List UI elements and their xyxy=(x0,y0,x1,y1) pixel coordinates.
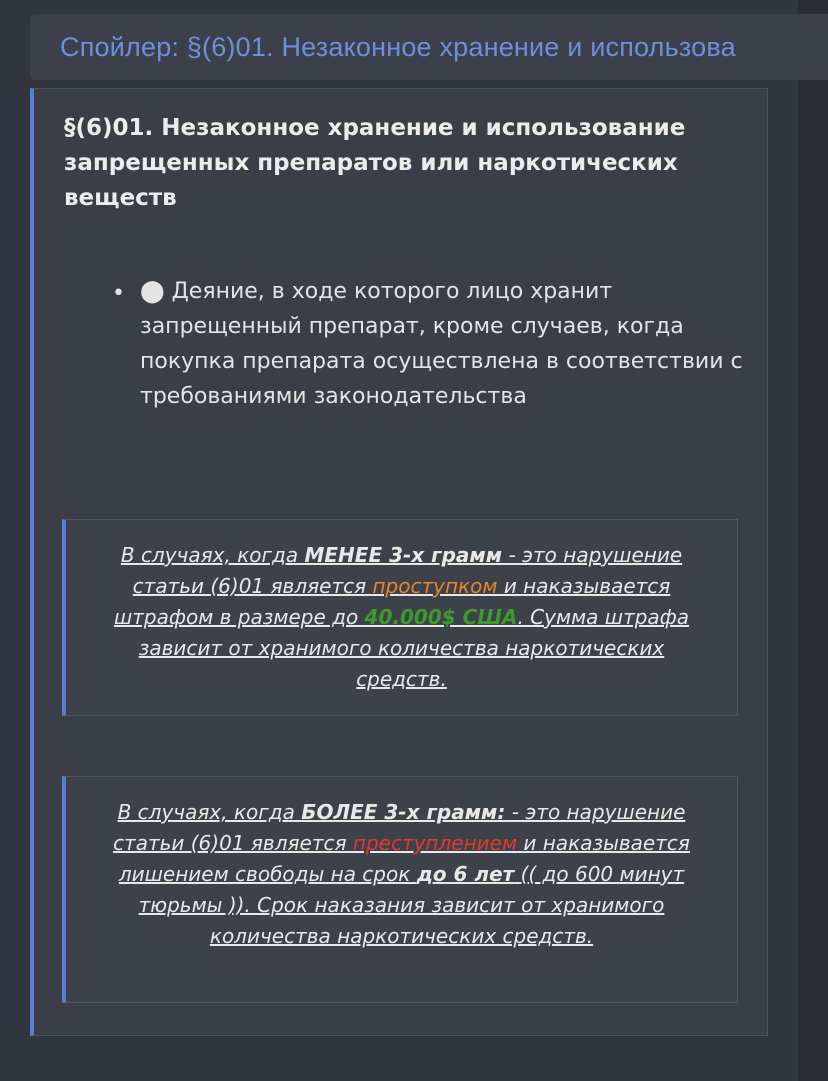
quote-text xyxy=(92,540,711,695)
quote-part: - это нарушение статьи (6)01 является xyxy=(113,800,686,855)
quote-text xyxy=(92,797,711,952)
quote-part: - это нарушение статьи (6)01 является xyxy=(132,543,683,598)
quote-part: В случаях, когда xyxy=(117,800,302,824)
fine-amount: 40.000$ США xyxy=(364,605,518,629)
bullet-marker: • xyxy=(112,281,125,306)
article-title: §(6)01. Незаконное хранение и использование запрещенных препаратов или наркотических веществ xyxy=(64,115,686,211)
prison-term: до 6 лет xyxy=(416,862,515,886)
quote-part: и наказывается штрафом в размере до xyxy=(113,574,671,629)
spoiler-title[interactable]: Спойлер: §(6)01. Незаконное хранение и использова xyxy=(60,32,736,62)
spoiler-content xyxy=(30,88,768,1036)
quote-part: В случаях, когда xyxy=(120,543,305,567)
quote-bold: МЕНЕЕ 3-х грамм xyxy=(304,543,503,567)
felony-highlight: преступлением xyxy=(352,831,518,855)
quote-part: . Сумма штрафа зависит от хранимого количества наркотических средств. xyxy=(138,605,690,691)
quote-part: (( до 600 минут тюрьмы )). Срок наказания зависит от хранимого количества наркотических средств. xyxy=(138,862,685,948)
scrollbar-track[interactable] xyxy=(798,0,828,1081)
quote-part: и наказывается лишением свободы на срок xyxy=(118,831,690,886)
spoiler-toggle[interactable] xyxy=(30,14,828,80)
misdemeanor-highlight: проступком xyxy=(372,574,498,598)
quote-block-more-than-3g xyxy=(62,776,738,1003)
quote-bold: БОЛЕЕ 3-х грамм: xyxy=(301,800,506,824)
bullet-text: ⬤ Деяние, в ходе которого лицо хранит запрещенный препарат, кроме случаев, когда покупка препарата осуществлена в соответствии с требованиями законодательства xyxy=(140,279,743,409)
quote-block-less-than-3g xyxy=(62,519,738,716)
